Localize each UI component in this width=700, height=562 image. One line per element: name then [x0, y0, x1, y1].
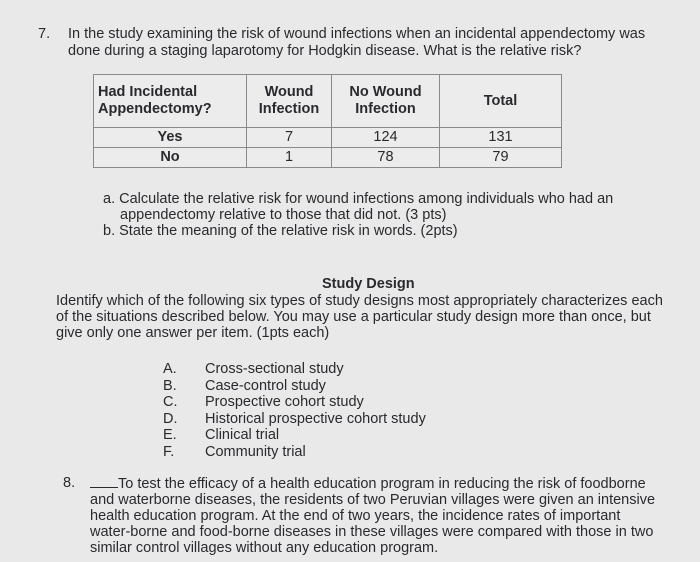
header-no-wound-infection: No Wound Infection — [332, 75, 440, 128]
study-design-title: Study Design — [322, 276, 415, 292]
option-label: Community trial — [205, 443, 306, 460]
table-header-row — [94, 75, 562, 128]
option-label: Cross-sectional study — [205, 361, 344, 377]
option-letter: F. — [163, 443, 175, 460]
relative-risk-table — [93, 74, 562, 168]
option-item — [163, 394, 426, 411]
cell-value: 124 — [332, 128, 440, 148]
option-item — [163, 378, 426, 395]
question-8-text: To test the efficacy of a health education program in reducing the risk of foodborne and waterborne diseases, the residents of two Peruvian villages were given an intensive health education program. At the end of two years, the incidence rates of important water-borne and food-borne diseases in these villages were compared with those in two similar control villages without any education program. — [90, 476, 656, 556]
question-7-number: 7. — [38, 26, 51, 42]
cell-value: 78 — [332, 148, 440, 168]
question-8-body — [90, 475, 663, 556]
option-item — [163, 411, 426, 428]
option-item — [163, 427, 426, 444]
option-letter: E. — [163, 427, 177, 444]
study-design-intro: Identify which of the following six types of study designs most appropriately characterizes each of the situations described below. You may use a particular study design more than once, but give only one answer per item. (1pts each) — [56, 293, 663, 341]
cell-value: 1 — [247, 148, 332, 168]
row-label: Yes — [94, 128, 247, 148]
table-row — [94, 128, 562, 148]
cell-value: 7 — [247, 128, 332, 148]
part-a: a. Calculate the relative risk for wound infections among individuals who had an — [103, 191, 614, 207]
row-label: No — [94, 148, 247, 168]
header-wound-infection: Wound Infection — [247, 75, 332, 128]
question-8 — [63, 475, 663, 556]
question-7 — [38, 26, 678, 60]
cell-value: 131 — [440, 128, 562, 148]
option-letter: B. — [163, 377, 177, 394]
part-a-continued: appendectomy relative to those that did not. (3 pts) — [120, 207, 447, 223]
question-7-text: In the study examining the risk of wound infections when an incidental appendectomy was done during a staging laparotomy for Hodgkin disease. What is the relative risk? — [68, 26, 646, 59]
study-design-options — [163, 361, 426, 461]
question-8-number: 8. — [63, 475, 76, 491]
question-7-parts — [103, 191, 613, 239]
cell-value: 79 — [440, 148, 562, 168]
option-letter: C. — [163, 394, 178, 411]
table-row — [94, 148, 562, 168]
option-label: Historical prospective cohort study — [205, 410, 426, 427]
option-label: Prospective cohort study — [205, 394, 364, 411]
option-letter: A. — [163, 361, 177, 377]
part-b: b. State the meaning of the relative risk in words. (2pts) — [103, 223, 458, 239]
option-item — [163, 361, 426, 378]
option-label: Case-control study — [205, 377, 326, 394]
header-total: Total — [440, 75, 562, 128]
answer-blank[interactable] — [90, 475, 118, 488]
header-had-appendectomy: Had Incidental Appendectomy? — [94, 75, 247, 128]
option-label: Clinical trial — [205, 427, 280, 444]
option-letter: D. — [163, 410, 178, 427]
option-item — [163, 444, 426, 461]
